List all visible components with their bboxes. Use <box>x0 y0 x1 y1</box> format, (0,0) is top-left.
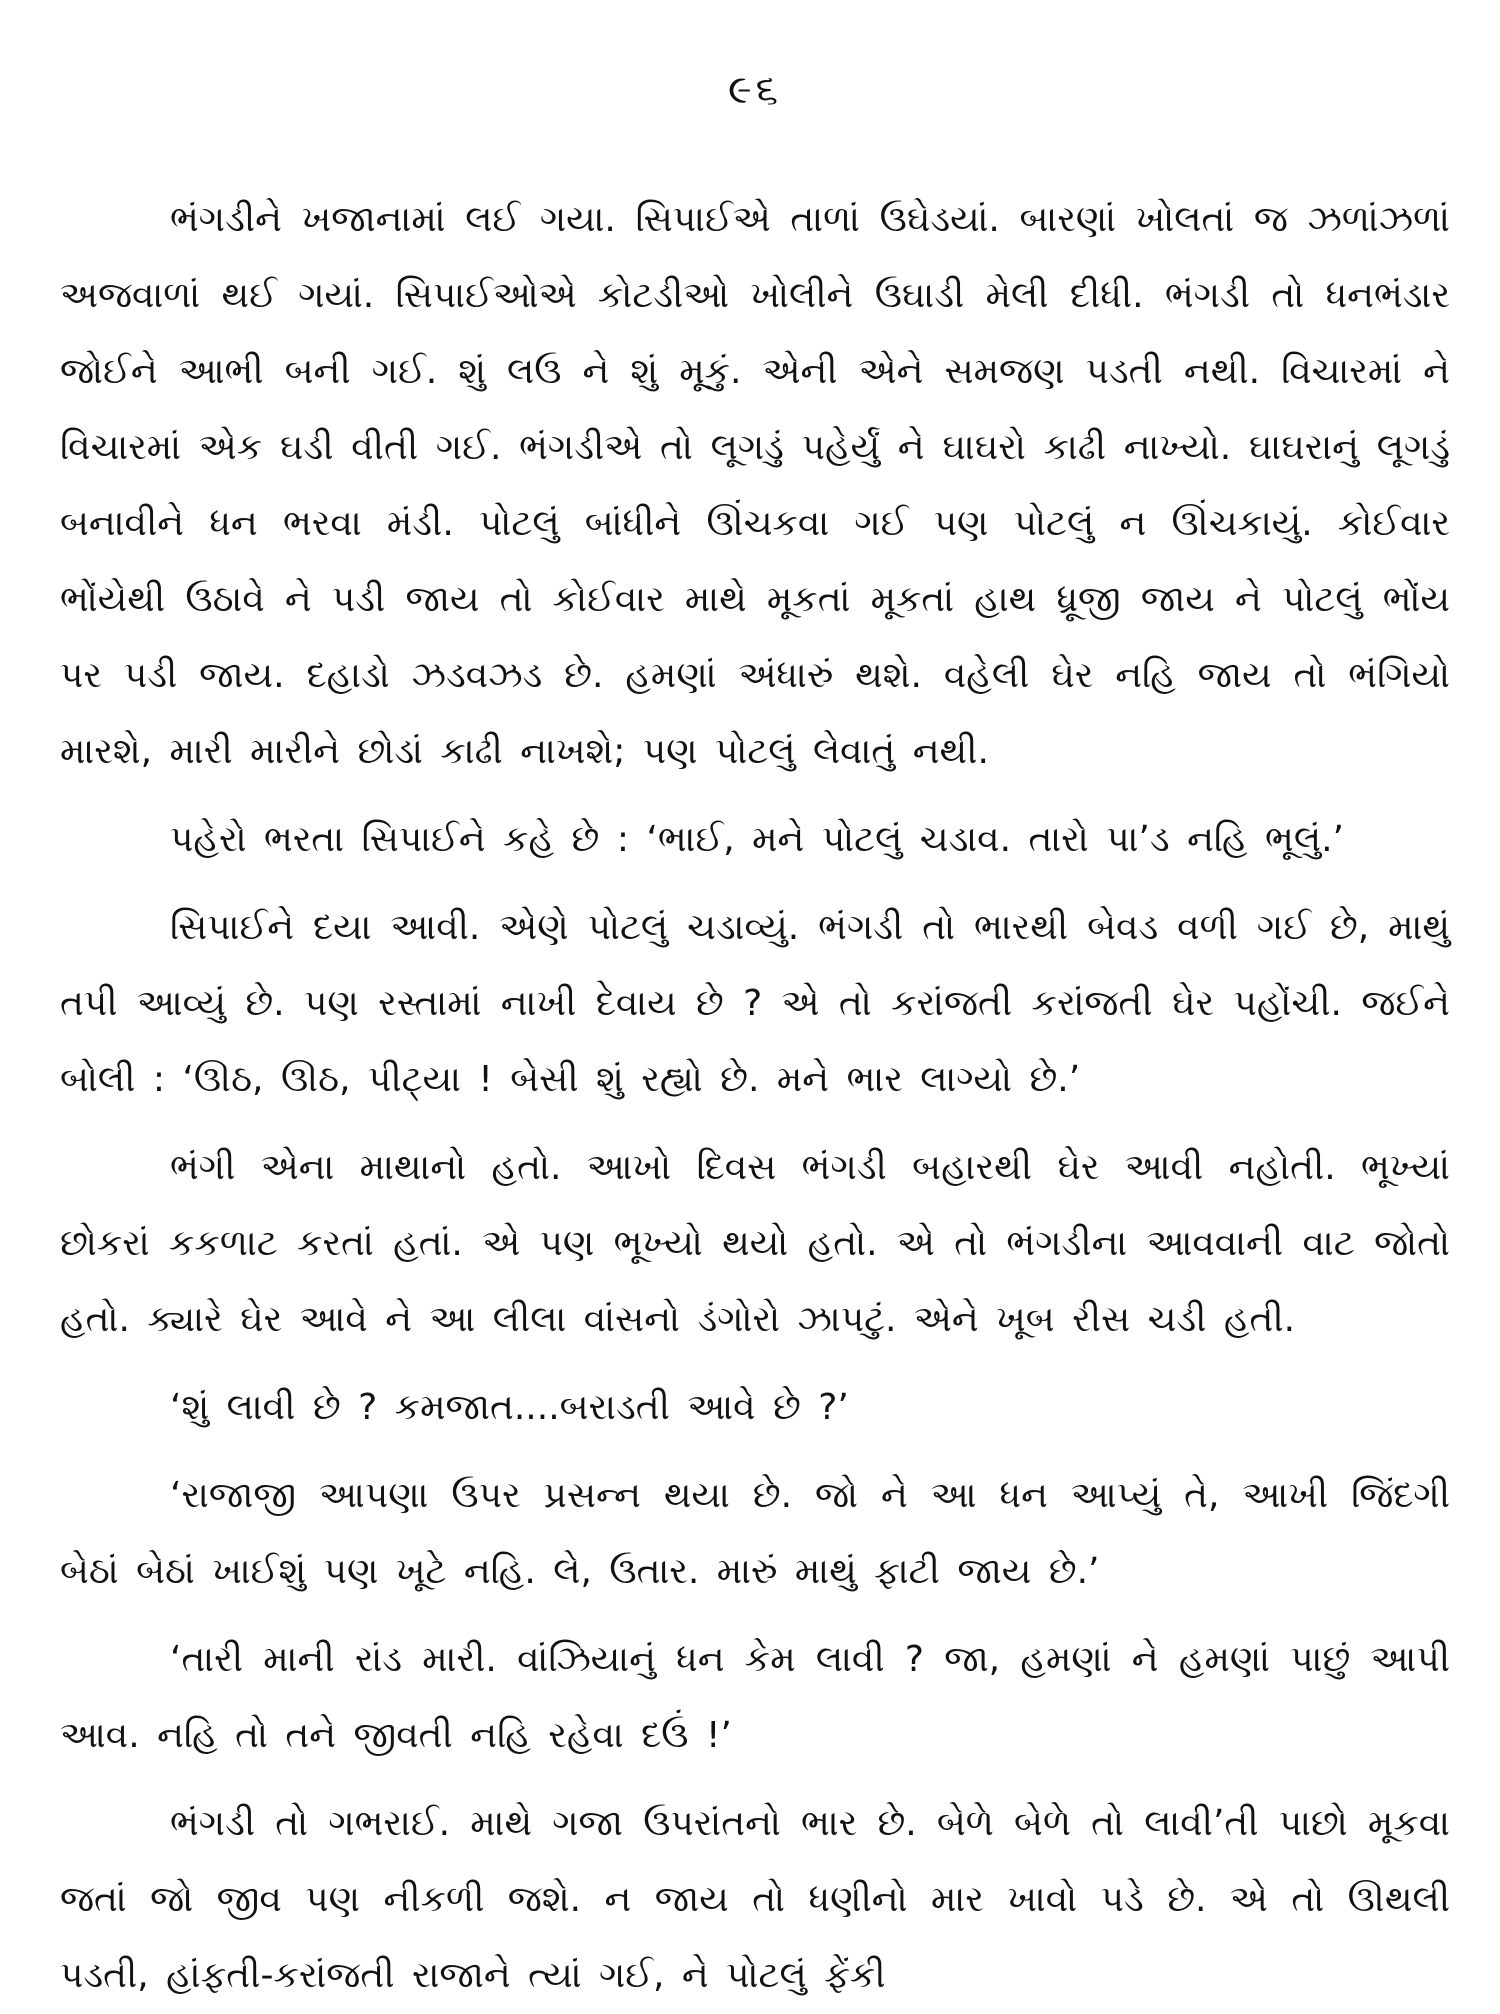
paragraph-1: ભંગડીને ખજાનામાં લઈ ગયા. સિપાઈએ તાળાં ઉઘેડયાં. બારણાં ખોલતાં જ ઝળાંઝળાં અજવાળાં થઈ ગયાં. સિપાઈઓએ કોટડીઓ ખોલીને ઉઘાડી મેલી દીધી. ભંગડી તો ધનભંડાર જોઈને આભી બની ગઈ. શું લઉ ને શું મૂકું. એની એને સમજણ પડતી નથી. વિચારમાં ને વિચારમાં એક ઘડી વીતી ગઈ. ભંગડીએ તો લૂગડું પહેર્યું ને ઘાઘરો કાઢી નાખ્યો. ઘાઘરાનું લૂગડું બનાવીને ધન ભરવા મંડી. પોટલું બાંધીને ઊંચકવા ગઈ પણ પોટલું ન ઊંચકાયું. કોઈવાર ભોંયેથી ઉઠાવે ને પડી જાય તો કોઈવાર માથે મૂકતાં મૂકતાં હાથ ધ્રૂજી જાય ને પોટલું ભોંય પર પડી જાય. દહાડો ઝડવઝડ છે. હમણાં અંધારું થશે. વહેલી ઘેર નહિ જાય તો ભંગિયો મારશે, મારી મારીને છોડાં કાઢી નાખશે; પણ પોટલું લેવાતું નથી. <box>60 199 1450 772</box>
paragraph-3: સિપાઈને દયા આવી. એણે પોટલું ચડાવ્યું. ભંગડી તો ભારથી બેવડ વળી ગઈ છે, માથું તપી આવ્યું છે. પણ રસ્તામાં નાખી દેવાય છે ? એ તો કરાંજતી કરાંજતી ઘેર પહોંચી. જઈને બોલી : ‘ઊઠ, ઊઠ, પીટ્યા ! બેસી શું રહ્યો છે. મને ભાર લાગ્યો છે.’ <box>60 907 1450 1100</box>
paragraph-2: પહેરો ભરતા સિપાઈને કહે છે : ‘ભાઈ, મને પોટલું ચડાવ. તારો પા’ડ નહિ ભૂલું.’ <box>170 819 1344 860</box>
paragraph-5: ‘શું લાવી છે ? કમજાત....બરાડતી આવે છે ?’ <box>170 1387 849 1428</box>
paragraph-8: ભંગડી તો ગભરાઈ. માથે ગજા ઉપરાંતનો ભાર છે. બેળે બેળે તો લાવી’તી પાછો મૂકવા જતાં જો જીવ પણ નીકળી જશે. ન જાય તો ધણીનો માર ખાવો પડે છે. એ તો ઊથલી પડતી, હાંફતી-કરાંજતી રાજાને ત્યાં ગઈ, ને પોટલું ફેંકી <box>60 1803 1450 1996</box>
paragraph-6: ‘રાજાજી આપણા ઉપર પ્રસન્ન થયા છે. જો ને આ ધન આપ્યું તે, આખી જિંદગી બેઠાં બેઠાં ખાઈશું પણ ખૂટે નહિ. લે, ઉતાર. મારું માથું ફાટી જાય છે.’ <box>60 1475 1450 1592</box>
book-page <box>60 60 1450 2014</box>
page-number: ૯૬ <box>727 67 783 113</box>
paragraph-4: ભંગી એના માથાનો હતો. આખો દિવસ ભંગડી બહારથી ઘેર આવી નહોતી. ભૂખ્યાં છોકરાં કકળાટ કરતાં હતાં. એ પણ ભૂખ્યો થયો હતો. એ તો ભંગડીના આવવાની વાટ જોતો હતો. ક્યારે ઘેર આવે ને આ લીલા વાંસનો ડંગોરો ઝાપટું. એને ખૂબ રીસ ચડી હતી. <box>60 1147 1450 1340</box>
paragraph-7: ‘તારી માની રાંડ મારી. વાંઝિયાનું ધન કેમ લાવી ? જા, હમણાં ને હમણાં પાછું આપી આવ. નહિ તો તને જીવતી નહિ રહેવા દઉં !’ <box>60 1639 1450 1756</box>
